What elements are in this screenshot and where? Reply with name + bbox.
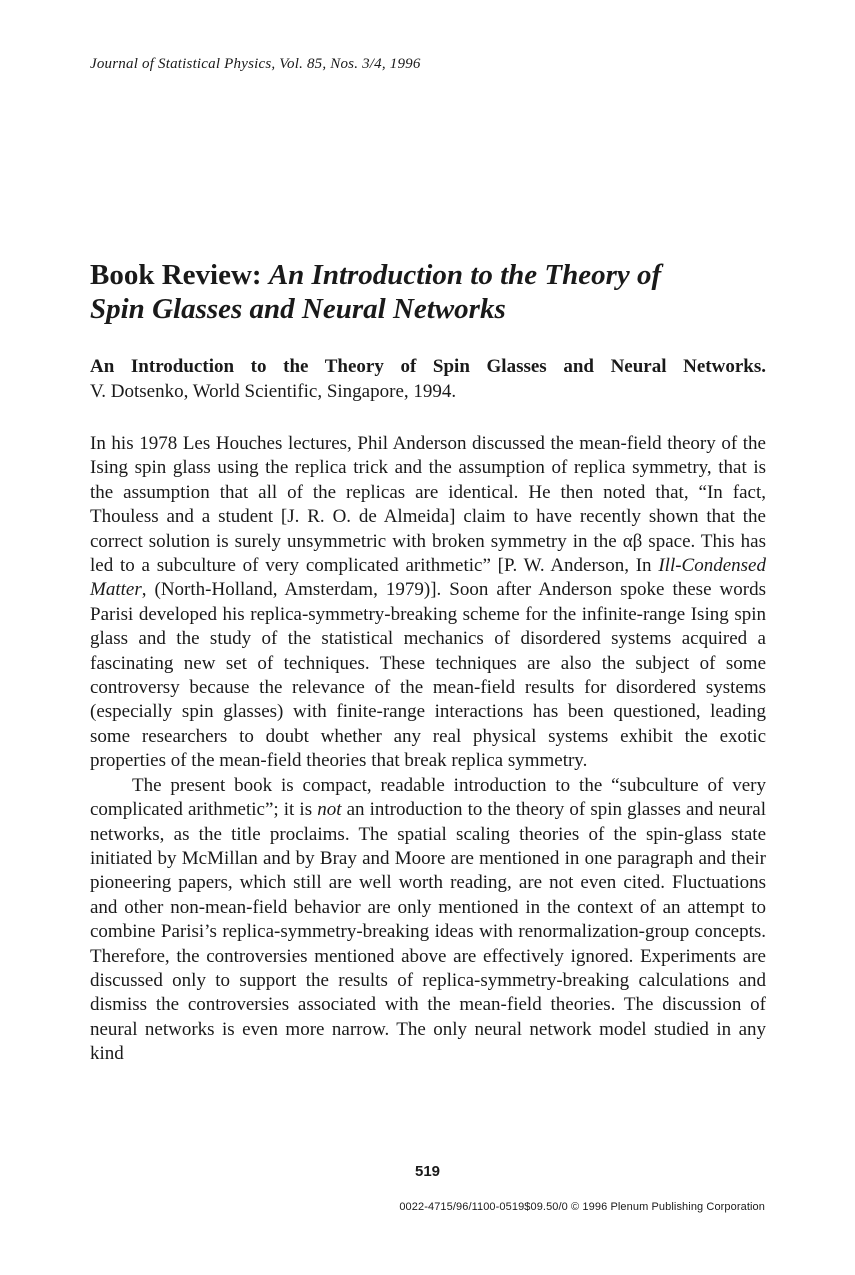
paragraph-2-text-a: The present book is compact, readable introduction to the “subculture of very complicated arithmetic”; it is <box>90 774 766 821</box>
copyright-line: 0022-4715/96/1100-0519$09.50/0 © 1996 Plenum Publishing Corporation <box>399 1201 765 1213</box>
review-body <box>90 432 766 1067</box>
citation-book-title: An Introduction to the Theory of Spin Glasses and Neural Networks. <box>90 356 766 377</box>
paragraph-2 <box>90 774 766 1067</box>
title-prefix: Book Review: <box>90 259 269 291</box>
paragraph-1 <box>90 432 766 774</box>
paragraph-1-text-b: , (North-Holland, Amsterdam, 1979)]. Soon after Anderson spoke these words Parisi developed his replica-symmetry-breaking scheme for the infinite-range Ising spin glass and the study of the statistical mechanics of disordered systems acquired a fascinating new set of techniques. These techniques are also the subject of some controversy because the relevance of the mean-field results for disordered systems (especially spin glasses) with finite-range interactions has been questioned, leading some researchers to doubt whether any real physical systems exhibit the exotic properties of the mean-field theories that break replica symmetry. <box>90 579 766 772</box>
page-number: 519 <box>414 1163 441 1180</box>
running-head: Journal of Statistical Physics, Vol. 85, Nos. 3/4, 1996 <box>90 56 421 72</box>
paragraph-1-text-a: In his 1978 Les Houches lectures, Phil Anderson discussed the mean-field theory of the Ising spin glass using the replica trick and the assumption of replica symmetry, that is the assumption that all of the replicas are identical. He then noted that, “In fact, Thouless and a student [J. R. O. de Almeida] claim to have recently shown that the correct solution is surely unsymmetric with broken symmetry in the αβ space. This has led to a subculture of very complicated arithmetic” [P. W. Anderson, In <box>90 433 766 577</box>
title-line-2: Spin Glasses and Neural Networks <box>90 293 506 325</box>
book-citation <box>90 354 766 404</box>
citation-details: V. Dotsenko, World Scientific, Singapore, 1994. <box>90 381 457 402</box>
paragraph-2-text-b: an introduction to the theory of spin glasses and neural networks, as the title proclaims. The spatial scaling theories of the spin-glass state initiated by McMillan and by Bray and Moore are mentioned in one paragraph and their pioneering papers, which still are well worth reading, are not even cited. Fluctuations and other non-mean-field behavior are only mentioned in the context of an attempt to combine Parisi’s replica-symmetry-breaking ideas with renormalization-group concepts. Therefore, the controversies mentioned above are effectively ignored. Experiments are discussed only to support the results of replica-symmetry-breaking calculations and dismiss the controversies associated with the mean-field theories. The discussion of neural networks is even more narrow. The only neural network model studied in any kind <box>90 799 767 1065</box>
article-title <box>90 258 790 326</box>
paragraph-2-italic: not <box>317 799 342 821</box>
paragraph-1-italic: Ill-Condensed Matter <box>90 555 766 601</box>
title-line-1: An Introduction to the Theory of <box>268 259 662 291</box>
